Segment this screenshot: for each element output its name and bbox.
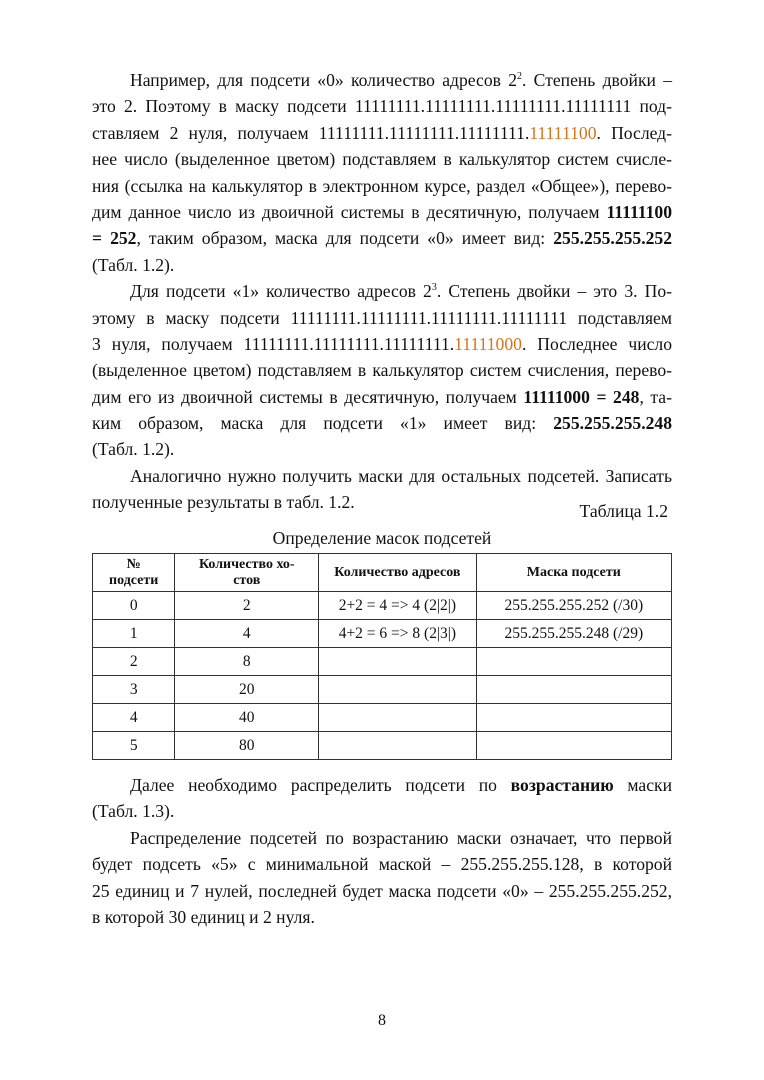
table-cell [319,676,476,704]
table-cell: 3 [93,676,175,704]
table-row [93,704,672,732]
table-cell: 0 [93,592,175,620]
highlighted-number: 11111000 [454,333,522,354]
text-line [92,252,672,278]
column-header: Маска подсети [476,554,671,592]
table-cell [476,704,671,732]
text-line [92,173,672,199]
text: 3 нуля, получаем 11111111.11111111.11111111. [92,333,455,354]
text-line [92,410,672,436]
body-text-top [92,67,672,516]
text: (выделенное цветом) подставляем в калькулятор систем счисления, перево- [92,360,672,381]
column-header: № подсети [93,554,175,592]
text: этому в маску подсети 11111111.11111111.11111111.11111111 подставляем [92,307,672,328]
bold-text: 255.255.255.248 [553,413,672,434]
table-cell: 40 [175,704,319,732]
table-cell [319,704,476,732]
text: . Степень двойки – [522,70,672,90]
bold-text: 11111100 [606,201,672,222]
paragraph [92,278,672,463]
text: 25 единиц и 7 нулей, последней будет маска подсети «0» – 255.255.255.252, [92,880,672,901]
text: Аналогично нужно получить маски для остальных подсетей. Записать [130,465,672,486]
table-caption: Определение масок подсетей [272,528,492,548]
text-line [92,225,672,251]
table-cell: 2 [175,592,319,620]
text: . Последнее число [521,333,673,354]
table-cell [476,732,671,760]
table-cell: 4+2 = 6 => 8 (2|3|) [319,620,476,648]
bold-text: возрастанию [510,775,614,795]
table-cell: 80 [175,732,319,760]
table-number: Таблица 1.2 [579,501,668,521]
text: (Табл. 1.2). [92,439,175,460]
exponent: 3 [431,282,437,294]
text-line [92,93,672,119]
text: ния (ссылка на калькулятор в электронном курсе, раздел «Общее»), перево- [92,175,672,196]
paragraph [92,825,672,931]
text-line [92,331,672,357]
paragraph [92,772,672,825]
text: . Степень двойки – это 3. По- [436,281,672,302]
subnet-masks-table [92,553,672,760]
text: нее число (выделенное цветом) подставляем в калькулятор систем счисле- [92,149,672,170]
text-line [92,851,672,877]
text: ким образом, маска для подсети «1» имеет вид: [92,413,554,434]
text-line [92,305,672,331]
text: (Табл. 1.2). [92,254,175,275]
table-cell: 8 [175,648,319,676]
text-line [92,199,672,225]
text: (Табл. 1.3). [92,801,175,822]
text: маски [613,775,672,795]
table-row [93,620,672,648]
text-line [92,904,672,930]
text: Для подсети «1» количество адресов 2 [130,281,432,302]
text: , та- [639,386,672,407]
text: будет подсеть «5» с минимальной маской – 255.255.255.128, в которой [92,854,672,875]
text: ставляем 2 нуля, получаем 11111111.11111111.11111111. [92,122,530,143]
table-cell: 255.255.255.248 (/29) [476,620,671,648]
highlighted-number: 11111100 [529,122,597,143]
table-cell: 20 [175,676,319,704]
table-cell: 2+2 = 4 => 4 (2|2|) [319,592,476,620]
text-line [92,384,672,410]
body-text-bottom [92,772,672,930]
table-cell: 4 [175,620,319,648]
text-line [92,878,672,904]
table-cell [319,732,476,760]
table-row [93,676,672,704]
table-cell: 4 [93,704,175,732]
text-line [92,146,672,172]
table-cell: 1 [93,620,175,648]
table-cell [319,648,476,676]
text-line [92,436,672,462]
text-line [92,772,672,798]
text: дим данное число из двоичной системы в десятичную, получаем [92,201,607,222]
column-header: Количество хо- стов [175,554,319,592]
text: Распределение подсетей по возрастанию маски означает, что первой [130,827,672,848]
bold-text: = 252 [92,228,137,249]
table-cell: 5 [93,732,175,760]
bold-text: 255.255.255.252 [553,228,672,249]
text: . Послед- [596,122,672,143]
text-line [92,825,672,851]
text: , таким образом, маска для подсети «0» имеет вид: [136,228,554,249]
text-line [92,278,672,304]
bold-text: 11111000 = 248 [523,386,640,407]
table-cell [476,648,671,676]
text-line [92,120,672,146]
table-header-row [93,554,672,592]
text: полученные результаты в табл. 1.2. [92,492,355,513]
table-row [93,648,672,676]
table-cell: 255.255.255.252 (/30) [476,592,671,620]
text: Далее необходимо распределить подсети по [130,775,511,795]
table-row [93,732,672,760]
table-cell: 2 [93,648,175,676]
text-line [92,798,672,824]
text: Например, для подсети «0» количество адресов 2 [130,70,517,90]
text: в которой 30 единиц и 2 нуля. [92,906,315,927]
text: это 2. Поэтому в маску подсети 11111111.11111111.11111111.11111111 под- [92,96,672,117]
page-number: 8 [378,1012,386,1029]
table-cell [476,676,671,704]
exponent: 2 [517,71,522,82]
text-line [92,463,672,489]
text-line [92,357,672,383]
text: дим его из двоичной системы в десятичную, получаем [92,386,524,407]
paragraph [92,67,672,278]
column-header: Количество адресов [319,554,476,592]
table-row [93,592,672,620]
text-line [92,67,672,93]
